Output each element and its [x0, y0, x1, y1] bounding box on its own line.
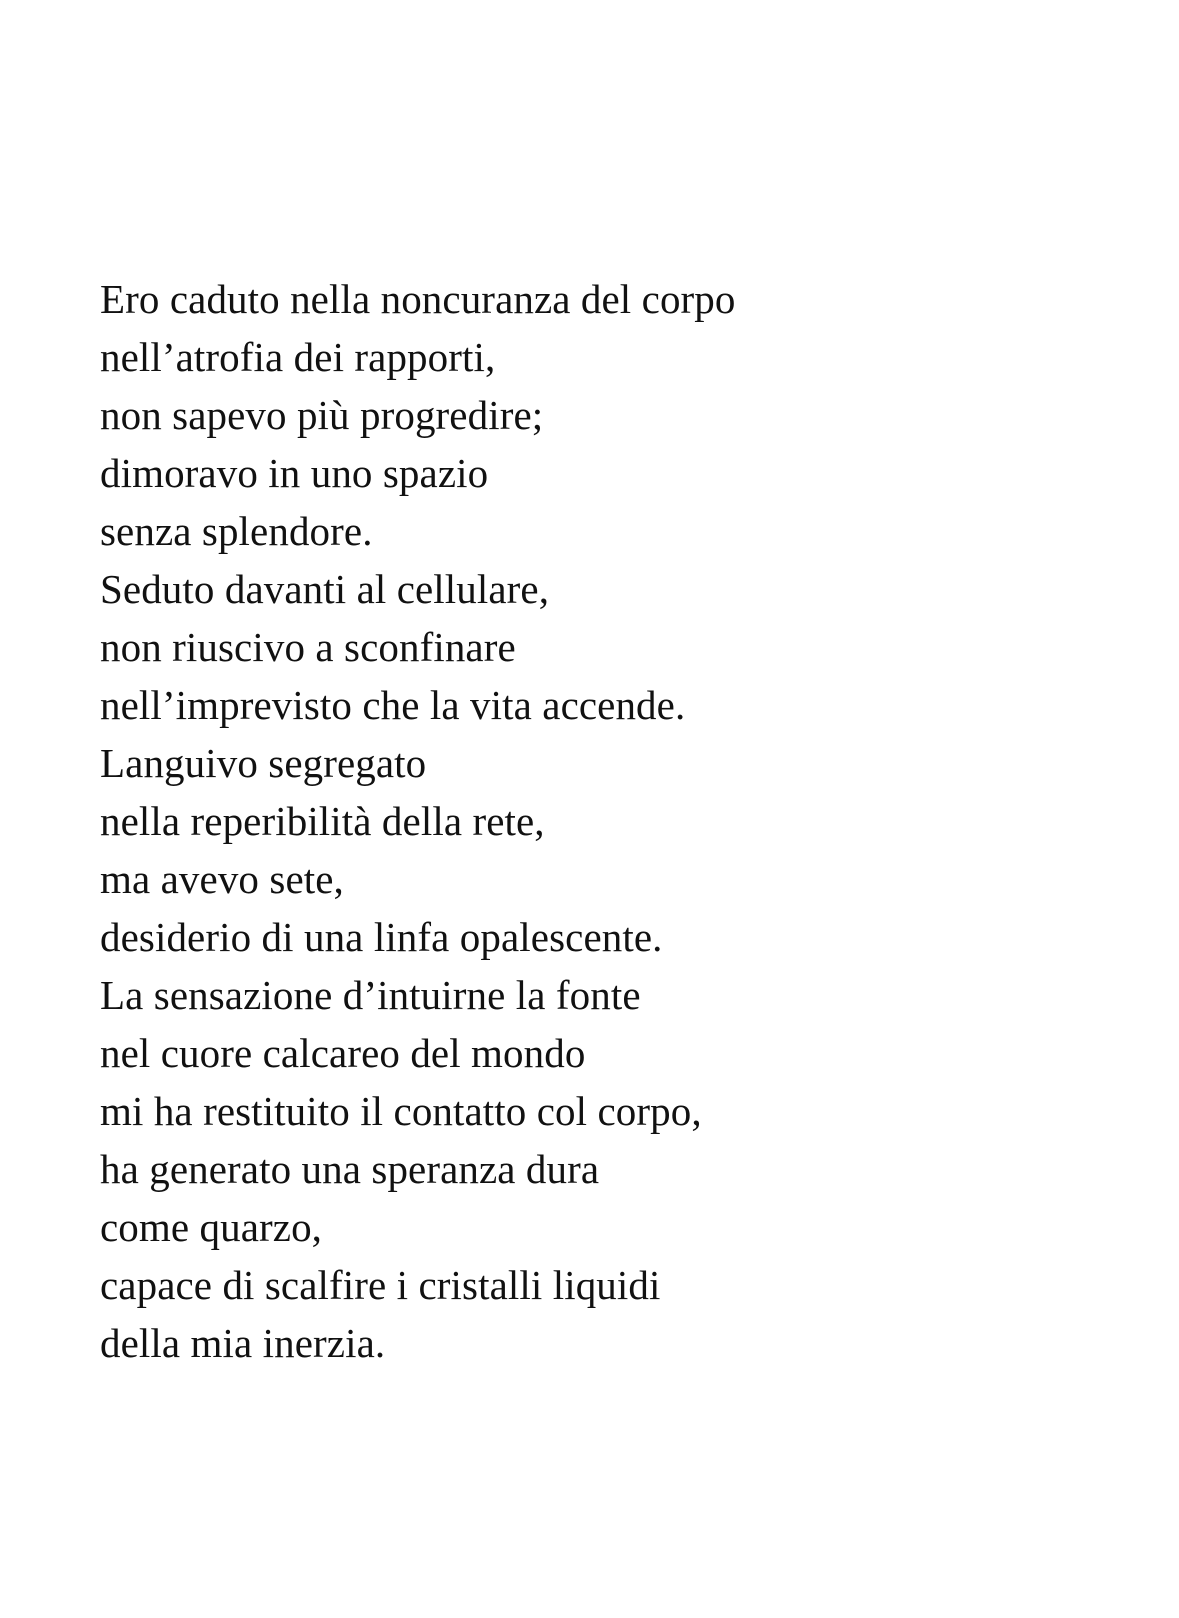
- poem-text: [100, 270, 1120, 1372]
- poem-line: Seduto davanti al cellulare,: [100, 566, 550, 612]
- poem-line: non riuscivo a sconfinare: [100, 624, 516, 670]
- poem-line: come quarzo,: [100, 1204, 323, 1250]
- poem-line: desiderio di una linfa opalescente.: [100, 914, 663, 960]
- poem-line: nell’imprevisto che la vita accende.: [100, 682, 686, 728]
- poem-line: Languivo segregato: [100, 740, 427, 786]
- poem-line: nella reperibilità della rete,: [100, 798, 545, 844]
- poem-line: non sapevo più progredire;: [100, 392, 544, 438]
- poem-line: dimoravo in uno spazio: [100, 450, 489, 496]
- poem-line: della mia inerzia.: [100, 1320, 386, 1366]
- poem-line: mi ha restituito il contatto col corpo,: [100, 1088, 702, 1134]
- poem-line: senza splendore.: [100, 508, 373, 554]
- poem-line: ha generato una speranza dura: [100, 1146, 600, 1192]
- poem-line: nell’atrofia dei rapporti,: [100, 334, 496, 380]
- poem-line: Ero caduto nella noncuranza del corpo: [100, 276, 736, 322]
- poem-line: nel cuore calcareo del mondo: [100, 1030, 586, 1076]
- poem-line: ma avevo sete,: [100, 856, 344, 902]
- poem-line: La sensazione d’intuirne la fonte: [100, 972, 641, 1018]
- poem-line: capace di scalfire i cristalli liquidi: [100, 1262, 661, 1308]
